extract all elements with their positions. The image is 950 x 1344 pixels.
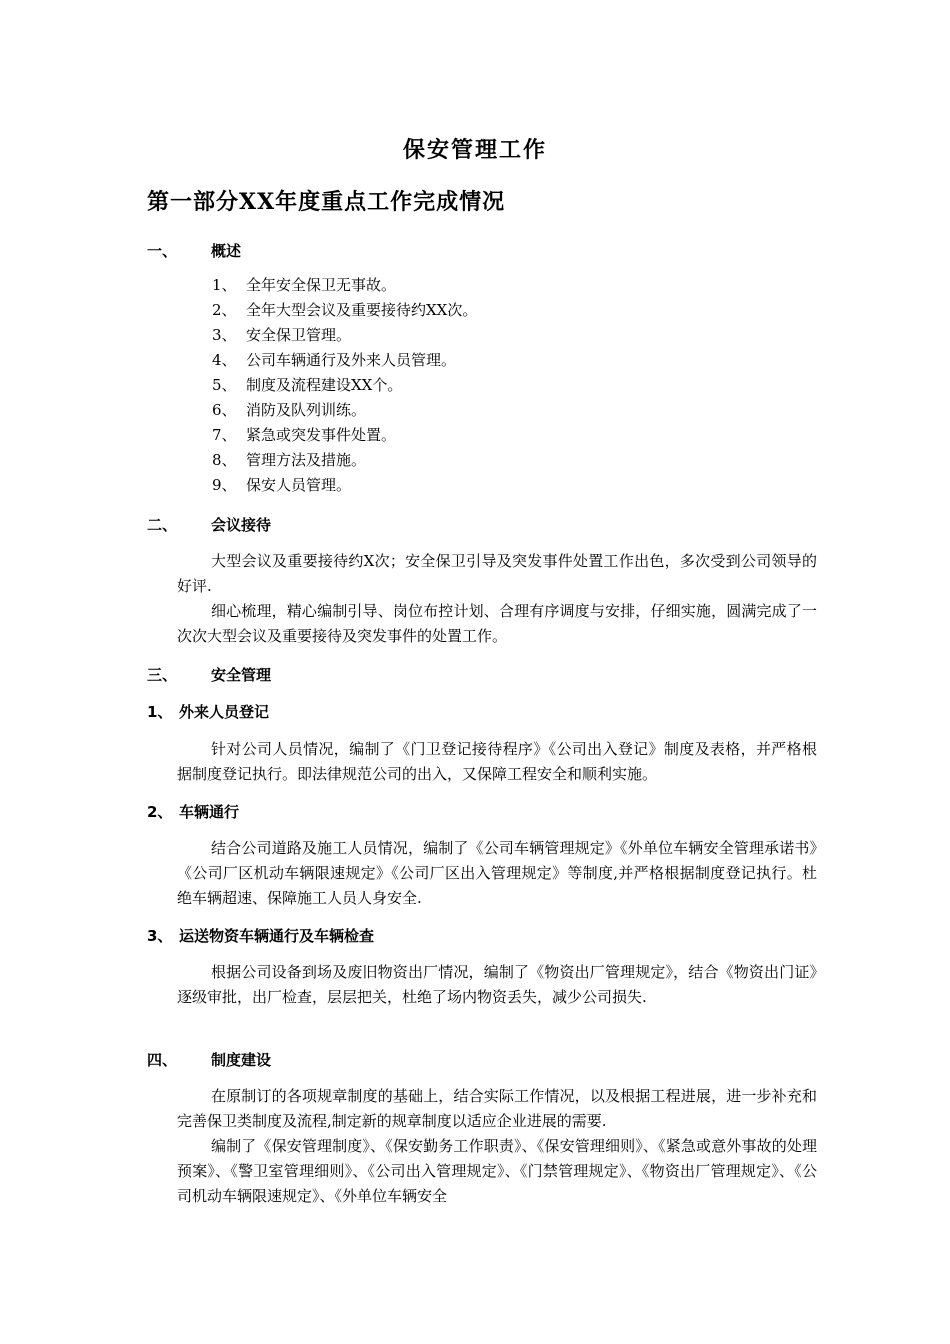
list-item: [212, 423, 477, 448]
list-number: 5、: [212, 376, 237, 394]
section-title: 概述: [211, 242, 242, 260]
subsection-number: 1、: [147, 703, 173, 721]
section-heading-meeting: [147, 514, 271, 535]
section-number: 三、: [147, 666, 178, 684]
part-title: 第一部分XX年度重点工作完成情况: [147, 189, 506, 215]
list-text: 保安人员管理。: [246, 476, 352, 494]
list-text: 消防及队列训练。: [246, 401, 367, 419]
paragraph: 在原制订的各项规章制度的基础上，结合实际工作情况，以及根据工程进展，进一步补充和完善保卫类制度及流程,制定新的规章制度以适应企业进展的需要.: [177, 1087, 817, 1130]
section-title: 会议接待: [211, 516, 272, 534]
list-number: 6、: [212, 401, 237, 419]
list-text: 全年大型会议及重要接待约XX次。: [246, 301, 478, 319]
overview-list: [212, 273, 477, 498]
list-number: 4、: [212, 351, 237, 369]
list-item: [212, 273, 477, 298]
list-number: 9、: [212, 476, 237, 494]
section-title: 安全管理: [211, 666, 272, 684]
list-item: [212, 373, 477, 398]
document-title: 保安管理工作: [402, 137, 547, 163]
list-text: 紧急或突发事件处置。: [246, 426, 397, 444]
section-title: 制度建设: [211, 1051, 272, 1069]
section-number: 四、: [147, 1051, 178, 1069]
section-heading-safety: [147, 664, 271, 685]
paragraph: 细心梳理，精心编制引导、岗位布控计划、合理有序调度与安排，仔细实施，圆满完成了一次次大型会议及重要接待及突发事件的处置工作。: [177, 602, 817, 645]
paragraph: 针对公司人员情况，编制了《门卫登记接待程序》《公司出入登记》制度及表格，并严格根据制度登记执行。即法律规范公司的出入，又保障工程安全和顺利实施。: [177, 740, 817, 783]
section-heading-overview: [147, 240, 241, 261]
list-text: 管理方法及措施。: [246, 451, 367, 469]
subsection-title: 车辆通行: [179, 803, 240, 821]
paragraph: 编制了《保安管理制度》、《保安勤务工作职责》、《保安管理细则》、《紧急或意外事故的处理预案》、《警卫室管理细则》、《公司出入管理规定》、《门禁管理规定》、《物资出厂管理规定》、《公司机动车辆限速规定》、《外单位车辆安全: [177, 1137, 817, 1205]
paragraph: 大型会议及重要接待约X次；安全保卫引导及突发事件处置工作出色，多次受到公司领导的好评.: [177, 552, 817, 595]
list-number: 7、: [212, 426, 237, 444]
list-number: 2、: [212, 301, 237, 319]
list-number: 8、: [212, 451, 237, 469]
subsection-heading: [147, 701, 269, 722]
list-text: 制度及流程建设XX个。: [246, 376, 403, 394]
section-heading-system: [147, 1049, 271, 1070]
list-number: 1、: [212, 276, 237, 294]
paragraph: 根据公司设备到场及废旧物资出厂情况，编制了《物资出厂管理规定》，结合《物资出门证》逐级审批，出厂检查，层层把关，杜绝了场内物资丢失，减少公司损失.: [177, 963, 817, 1006]
list-text: 全年安全保卫无事故。: [246, 276, 397, 294]
list-item: [212, 348, 477, 373]
subsection-title: 运送物资车辆通行及车辆检查: [179, 927, 375, 945]
subsection-number: 3、: [147, 927, 173, 945]
list-text: 公司车辆通行及外来人员管理。: [246, 351, 457, 369]
list-item: [212, 323, 477, 348]
subsection-title: 外来人员登记: [179, 703, 270, 721]
paragraph: 结合公司道路及施工人员情况，编制了《公司车辆管理规定》《外单位车辆安全管理承诺书》《公司厂区机动车辆限速规定》《公司厂区出入管理规定》等制度,并严格根据制度登记执行。杜绝车辆超速、保障施工人员人身安全.: [177, 839, 817, 907]
subsection-heading: [147, 801, 239, 822]
list-item: [212, 298, 477, 323]
section-number: 一、: [147, 242, 178, 260]
list-item: [212, 448, 477, 473]
list-number: 3、: [212, 326, 237, 344]
subsection-number: 2、: [147, 803, 173, 821]
list-text: 安全保卫管理。: [246, 326, 352, 344]
subsection-heading: [147, 925, 374, 946]
section-number: 二、: [147, 516, 178, 534]
list-item: [212, 473, 477, 498]
list-item: [212, 398, 477, 423]
